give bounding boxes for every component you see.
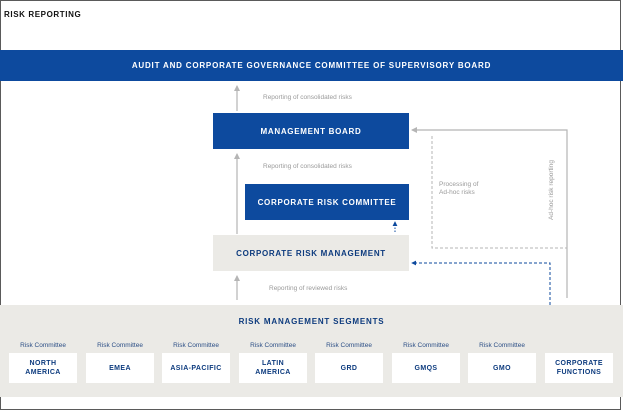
segment-label: Risk Committee (403, 342, 449, 349)
corporate-risk-committee-box: CORPORATE RISK COMMITTEE (245, 184, 409, 220)
segment-corporate-functions (545, 342, 613, 383)
segments-title: RISK MANAGEMENT SEGMENTS (238, 317, 385, 326)
segment-grd (315, 342, 383, 383)
audit-committee-box: AUDIT AND CORPORATE GOVERNANCE COMMITTEE OF SUPERVISORY BOARD (0, 50, 623, 81)
page-title: RISK REPORTING (4, 10, 82, 19)
note-consolidated-mid: Reporting of consolidated risks (263, 163, 352, 170)
segment-box: NORTH AMERICA (9, 353, 77, 383)
segment-label: Risk Committee (479, 342, 525, 349)
segment-box: LATIN AMERICA (239, 353, 307, 383)
segment-gmo (468, 342, 536, 383)
note-reviewed: Reporting of reviewed risks (269, 285, 348, 292)
segment-north-america (9, 342, 77, 383)
segment-label (545, 342, 613, 353)
segment-box: GMQS (392, 353, 460, 383)
segment-label: Risk Committee (250, 342, 296, 349)
note-consolidated-top: Reporting of consolidated risks (263, 94, 352, 101)
segment-gmqs (392, 342, 460, 383)
segment-asia-pacific (162, 342, 230, 383)
segment-box: GMO (468, 353, 536, 383)
risk-management-segments (0, 305, 623, 397)
segment-label: Risk Committee (20, 342, 66, 349)
management-board-box: MANAGEMENT BOARD (213, 113, 409, 149)
corporate-risk-management-box: CORPORATE RISK MANAGEMENT (213, 235, 409, 271)
note-adhoc: Ad-hoc risk reporting (548, 160, 555, 220)
segment-latin-america (239, 342, 307, 383)
segment-label: Risk Committee (97, 342, 143, 349)
note-processing: Processing of Ad-hoc risks (439, 181, 479, 196)
segment-box: ASIA-PACIFIC (162, 353, 230, 383)
segment-label: Risk Committee (326, 342, 372, 349)
segment-box: GRD (315, 353, 383, 383)
segment-box: CORPORATE FUNCTIONS (545, 353, 613, 383)
segment-emea (86, 342, 154, 383)
segment-box: EMEA (86, 353, 154, 383)
segment-label: Risk Committee (173, 342, 219, 349)
